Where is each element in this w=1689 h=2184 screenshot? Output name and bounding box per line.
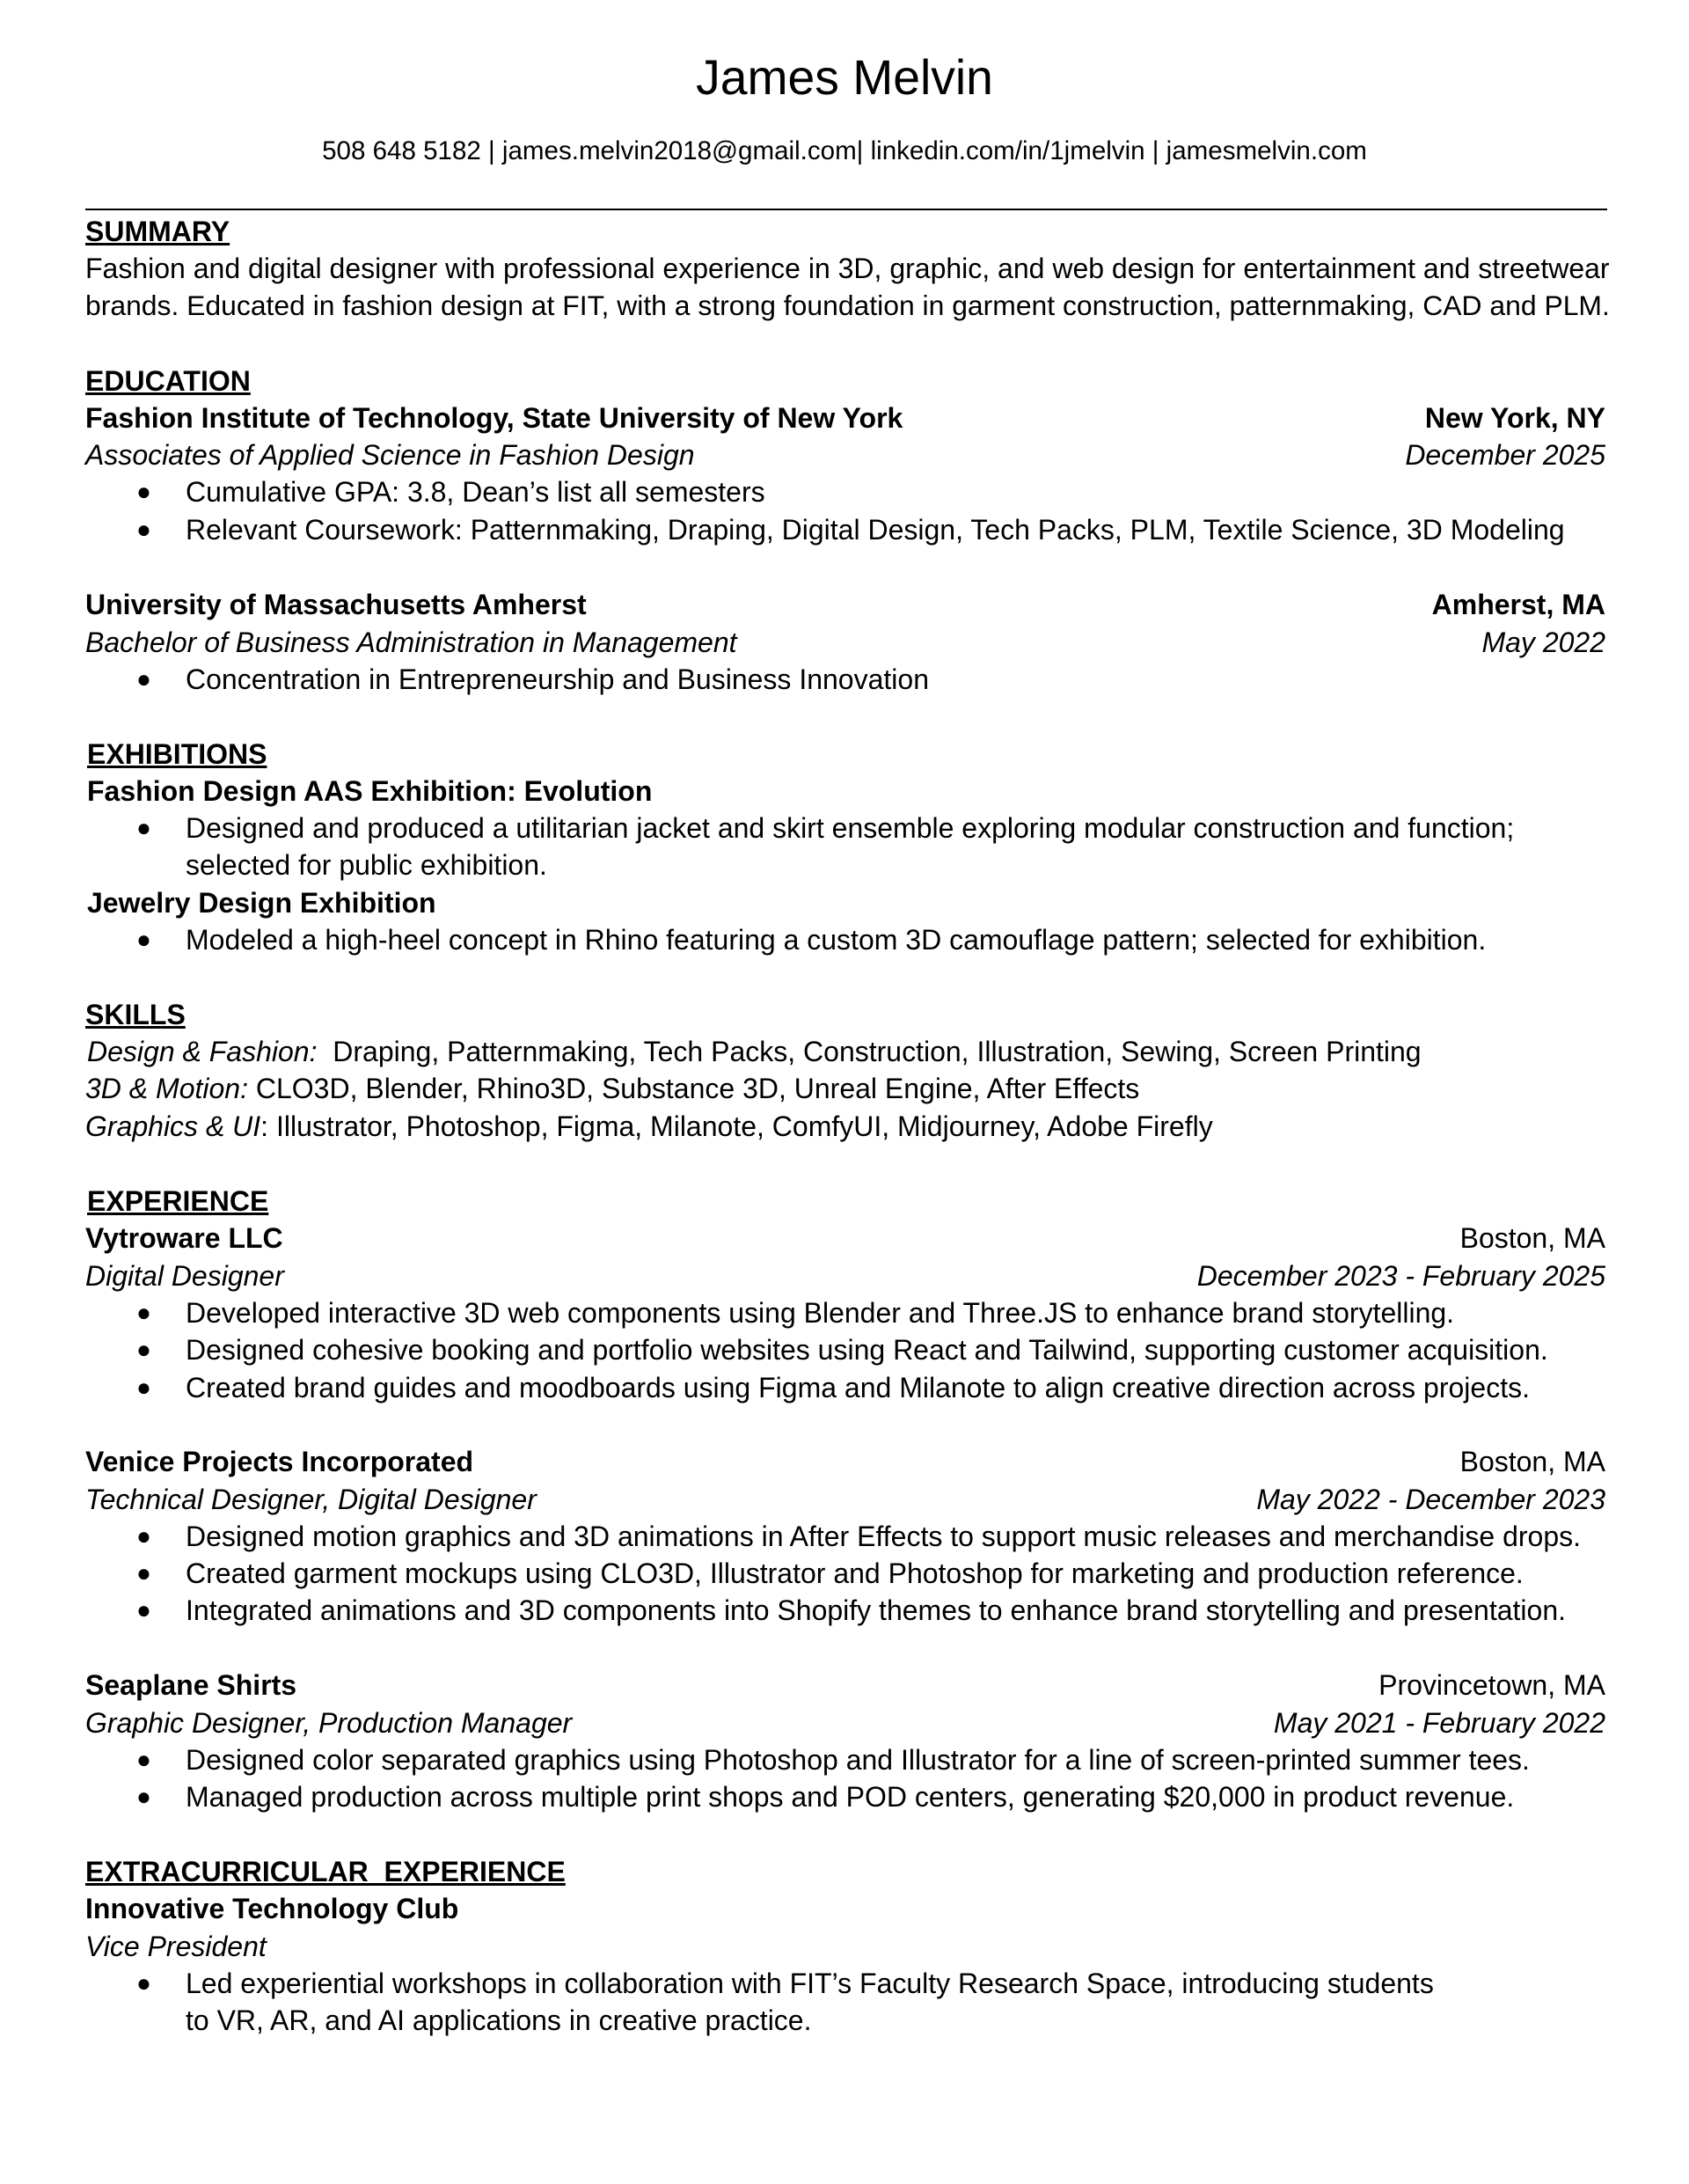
education-bullet: Relevant Coursework: Patternmaking, Draping, Digital Design, Tech Packs, PLM, Textile Science, 3D Modeling (186, 514, 1565, 546)
job-bullet: Created garment mockups using CLO3D, Illustrator and Photoshop for marketing and production reference. (186, 1557, 1524, 1589)
exhibition-bullet: Modeled a high-heel concept in Rhino featuring a custom 3D camouflage pattern; selected for exhibition. (186, 924, 1487, 956)
section-heading-education: EDUCATION (85, 365, 251, 397)
job-bullet: Integrated animations and 3D components into Shopify themes to enhance brand storytelling and presentation. (186, 1594, 1566, 1626)
job-dates: December 2023 - February 2025 (1196, 1260, 1605, 1292)
job-title: Digital Designer (85, 1260, 284, 1292)
bullet-icon: ● (136, 814, 151, 841)
education-bullet: Concentration in Entrepreneurship and Business Innovation (186, 663, 929, 695)
section-heading-exhibitions: EXHIBITIONS (87, 738, 267, 770)
club-role: Vice President (85, 1931, 267, 1962)
job-title: Technical Designer, Digital Designer (85, 1484, 537, 1515)
skill-row (87, 1034, 1422, 1069)
school-date: December 2025 (1405, 439, 1605, 471)
job-title: Graphic Designer, Production Manager (85, 1707, 573, 1739)
job-dates: May 2022 - December 2023 (1256, 1484, 1605, 1515)
bullet-icon: ● (136, 1596, 151, 1623)
school-degree: Associates of Applied Science in Fashion Design (85, 439, 695, 471)
skill-separator (317, 1036, 333, 1067)
job-bullet: Designed motion graphics and 3D animations in After Effects to support music releases and merchandise drops. (186, 1521, 1582, 1552)
job-bullet: Designed color separated graphics using Photoshop and Illustrator for a line of screen-printed summer tees. (186, 1744, 1530, 1776)
bullet-icon: ● (136, 1374, 151, 1401)
bullet-icon: ● (136, 665, 151, 693)
exhibition-bullet: Designed and produced a utilitarian jacket and skirt ensemble exploring modular construction and function; (186, 812, 1515, 844)
job-location: Boston, MA (1459, 1446, 1605, 1477)
job-company: Venice Projects Incorporated (85, 1446, 474, 1477)
skill-row (85, 1109, 1213, 1144)
skill-list: CLO3D, Blender, Rhino3D, Substance 3D, Unreal Engine, After Effects (255, 1073, 1140, 1104)
bullet-icon: ● (136, 1746, 151, 1773)
education-bullet: Cumulative GPA: 3.8, Dean’s list all semesters (186, 476, 765, 508)
bullet-icon: ● (136, 1969, 151, 1997)
job-bullet: Developed interactive 3D web components using Blender and Three.JS to enhance brand storytelling. (186, 1297, 1455, 1329)
school-location: Amherst, MA (1431, 589, 1605, 620)
section-heading-summary: SUMMARY (85, 216, 230, 247)
job-company: Vytroware LLC (85, 1222, 283, 1254)
school-location: New York, NY (1424, 402, 1605, 434)
exhibition-bullet-continuation: selected for public exhibition. (186, 849, 547, 881)
job-location: Provincetown, MA (1378, 1669, 1605, 1701)
bullet-icon: ● (136, 1559, 151, 1587)
skill-separator: : (260, 1110, 276, 1142)
contact-line: 508 648 5182 | james.melvin2018@gmail.com| linkedin.com/in/1jmelvin | jamesmelvin.com (322, 136, 1367, 165)
skill-separator (248, 1073, 256, 1104)
header-divider (85, 209, 1607, 210)
bullet-icon: ● (136, 516, 151, 543)
club-bullet-continuation: to VR, AR, and AI applications in creative practice. (186, 2004, 812, 2036)
bullet-icon: ● (136, 926, 151, 953)
section-heading-skills: SKILLS (85, 999, 186, 1030)
skill-row (85, 1071, 1139, 1106)
school-date: May 2022 (1481, 627, 1605, 658)
skill-list: Draping, Patternmaking, Tech Packs, Construction, Illustration, Sewing, Screen Printing (333, 1036, 1422, 1067)
school-name: University of Massachusetts Amherst (85, 589, 587, 620)
job-location: Boston, MA (1459, 1222, 1605, 1254)
bullet-icon: ● (136, 1299, 151, 1326)
job-company: Seaplane Shirts (85, 1669, 297, 1701)
skill-label: Design & Fashion: (87, 1036, 318, 1067)
skill-label: Graphics & UI (85, 1110, 261, 1142)
exhibition-title: Fashion Design AAS Exhibition: Evolution (87, 775, 653, 807)
candidate-name: James Melvin (696, 50, 993, 105)
job-bullet: Created brand guides and moodboards using Figma and Milanote to align creative direction across projects. (186, 1372, 1530, 1403)
bullet-icon: ● (136, 478, 151, 505)
skill-label: 3D & Motion: (85, 1073, 248, 1104)
job-bullet: Managed production across multiple print shops and POD centers, generating $20,000 in product revenue. (186, 1781, 1515, 1813)
section-heading-experience: EXPERIENCE (87, 1185, 269, 1217)
job-bullet: Designed cohesive booking and portfolio websites using React and Tailwind, supporting customer acquisition. (186, 1334, 1548, 1366)
exhibition-title: Jewelry Design Exhibition (87, 887, 436, 919)
summary-line: Fashion and digital designer with professional experience in 3D, graphic, and web design for entertainment and streetwear (85, 253, 1610, 284)
bullet-icon: ● (136, 1336, 151, 1363)
school-degree: Bachelor of Business Administration in Management (85, 627, 737, 658)
school-name: Fashion Institute of Technology, State University of New York (85, 402, 903, 434)
bullet-icon: ● (136, 1783, 151, 1810)
job-dates: May 2021 - February 2022 (1273, 1707, 1605, 1739)
club-bullet: Led experiential workshops in collaboration with FIT’s Faculty Research Space, introducing students (186, 1968, 1434, 1999)
club-name: Innovative Technology Club (85, 1893, 459, 1924)
summary-line: brands. Educated in fashion design at FIT, with a strong foundation in garment construction, patternmaking, CAD and PLM. (85, 289, 1610, 321)
skill-list: Illustrator, Photoshop, Figma, Milanote, ComfyUI, Midjourney, Adobe Firefly (275, 1110, 1213, 1142)
bullet-icon: ● (136, 1522, 151, 1550)
section-heading-extracurricular: EXTRACURRICULAR EXPERIENCE (85, 1856, 566, 1887)
